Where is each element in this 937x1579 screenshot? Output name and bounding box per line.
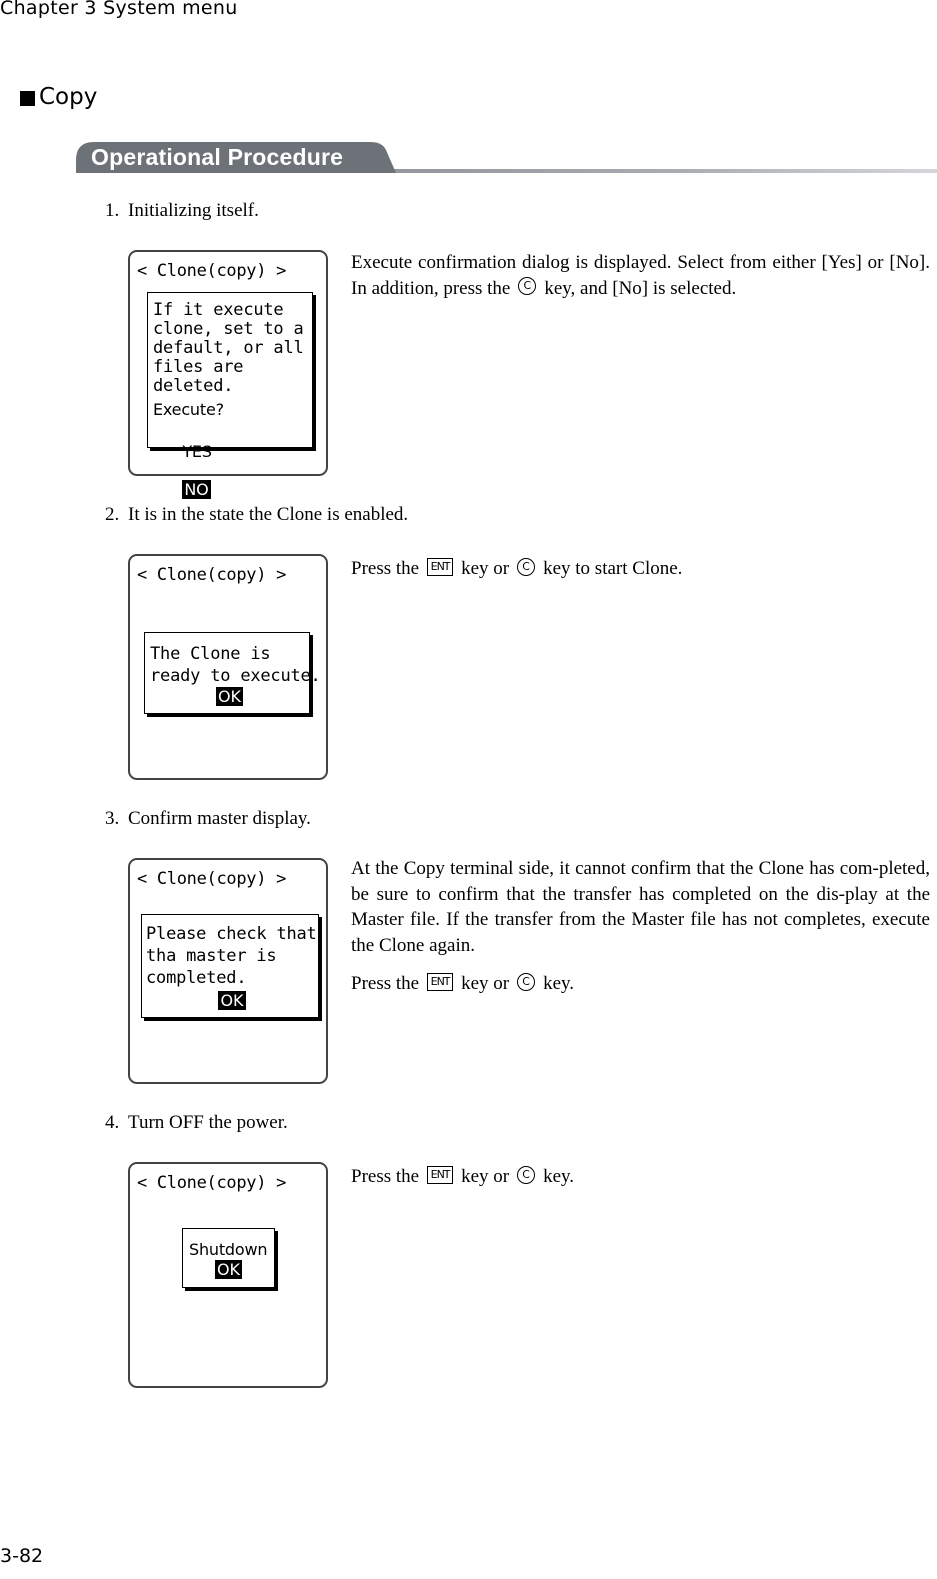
square-bullet-icon [20, 91, 35, 106]
desc-text: key, and [No] is selected. [544, 277, 737, 299]
dialog-line: clone, set to a [153, 319, 304, 339]
step-4-title [105, 1112, 288, 1134]
chapter-header: Chapter 3 System menu [0, 0, 238, 19]
step-2-title [105, 504, 408, 526]
screen-title: < Clone(copy) > [137, 1173, 287, 1193]
lcd-screen-1 [128, 250, 328, 499]
step-3-description [351, 856, 930, 997]
desc-text: Press the [351, 558, 420, 579]
dialog-line: The Clone is [150, 644, 271, 664]
step-number: 1. [105, 200, 120, 221]
ent-key-icon: ENT [427, 973, 453, 991]
desc-text: key or [461, 558, 510, 579]
c-key-icon: C [517, 558, 535, 576]
step-1-description [351, 250, 930, 301]
lcd-screen-3 [128, 858, 328, 1084]
desc-text: key to start Clone. [543, 558, 683, 579]
c-key-icon: C [517, 1166, 535, 1184]
lcd-screen-2 [128, 554, 328, 780]
desc-text: key. [543, 973, 575, 994]
dialog-line: files are [153, 357, 244, 377]
confirm-dialog [147, 292, 313, 499]
dialog-line: Please check that [146, 924, 317, 944]
step-4-description [351, 1164, 930, 1190]
ent-key-icon: ENT [427, 1166, 453, 1184]
ready-dialog [144, 632, 321, 714]
ok-button[interactable]: OK [217, 687, 242, 706]
dialog-line: tha master is [146, 946, 277, 966]
operational-procedure-banner [76, 140, 937, 174]
no-option[interactable]: NO [184, 480, 209, 499]
section-title [20, 84, 97, 110]
screen-title: < Clone(copy) > [137, 565, 287, 585]
dialog-line: default, or all [153, 338, 304, 358]
desc-paragraph: At the Copy terminal side, it cannot confirm that the Clone has com-pleted, be sure to confirm that the transfer has completed on the dis-play at the Master file. If the transfer from the Master file has not completes, execute the Clone again. [351, 858, 930, 956]
dialog-line: ready to execute. [150, 666, 321, 686]
step-number: 3. [105, 808, 120, 829]
desc-text: Press the [351, 973, 420, 994]
step-3-title [105, 808, 311, 830]
dialog-line: If it execute [153, 300, 284, 320]
screen-title: < Clone(copy) > [137, 869, 287, 889]
dialog-line: Shutdown [189, 1240, 268, 1259]
desc-text: Execute confirmation dialog is displayed. Select from either [Yes] or [No]. In addition, press the [351, 252, 930, 299]
step-text: It is in the state the Clone is enabled. [128, 504, 409, 525]
lcd-screen-4 [128, 1162, 328, 1388]
section-title-text: Copy [39, 84, 98, 110]
c-key-icon: C [517, 973, 535, 991]
step-number: 4. [105, 1112, 120, 1133]
desc-text: Press the [351, 1166, 420, 1187]
dialog-line: deleted. [153, 376, 234, 396]
step-text: Confirm master display. [128, 808, 311, 829]
desc-text: key or [461, 1166, 510, 1187]
banner-label: Operational Procedure [91, 144, 344, 170]
shutdown-dialog [182, 1228, 275, 1288]
dialog-line: completed. [146, 968, 247, 988]
ok-button[interactable]: OK [216, 1260, 241, 1279]
step-text: Turn OFF the power. [128, 1112, 288, 1133]
ok-button[interactable]: OK [220, 991, 244, 1010]
desc-text: key or [461, 973, 510, 994]
execute-prompt: Execute? [153, 400, 224, 419]
page-number: 3-82 [0, 1545, 44, 1567]
step-2-description [351, 556, 930, 582]
c-key-icon: C [518, 277, 536, 295]
master-check-dialog [141, 914, 319, 1018]
yes-option[interactable]: YES [182, 442, 212, 461]
ent-key-icon: ENT [427, 558, 453, 576]
step-number: 2. [105, 504, 120, 525]
step-1-title [105, 200, 259, 222]
screen-title: < Clone(copy) > [137, 261, 287, 281]
desc-text: key. [543, 1166, 575, 1187]
step-text: Initializing itself. [128, 200, 259, 221]
